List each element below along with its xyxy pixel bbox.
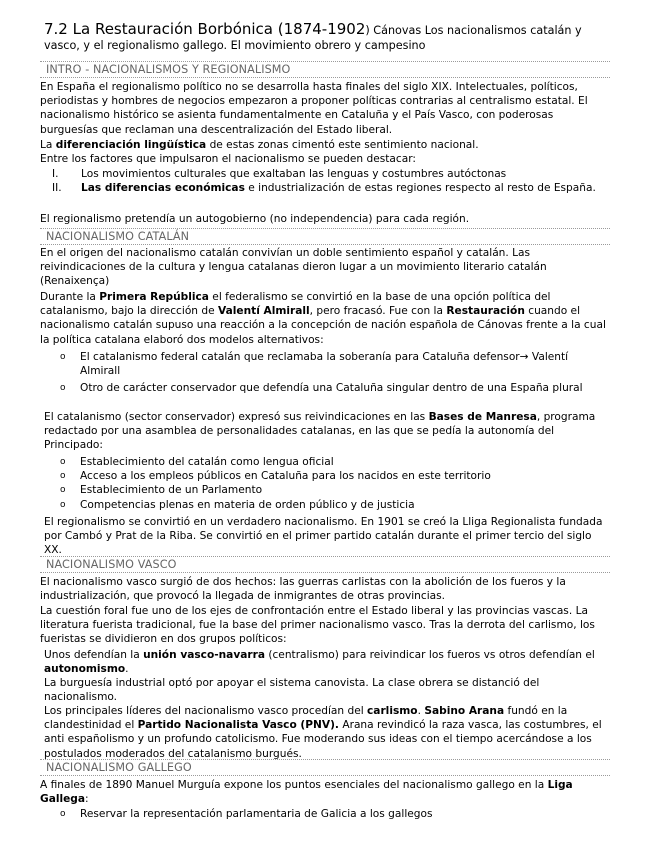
vasco-paragraph-1: El nacionalismo vasco surgió de dos hechos: las guerras carlistas con la abolición de los fueros y la industrialización, que provocó la llegada de inmigrantes de otras provincias.: [40, 576, 566, 603]
catalan-paragraph-3: El catalanismo (sector conservador) expresó sus reivindicaciones en las Bases de Manresa, programa redactado por una asamblea de personalidades catalanas, en las que se pedía la autonomía del Principado:: [44, 411, 596, 452]
section-heading-vasco: NACIONALISMO VASCO: [40, 558, 610, 573]
vasco-paragraph-3: Unos defendían la unión vasco-navarra (centralismo) para reivindicar los fueros vs otros defendían el autonomismo.: [44, 649, 595, 676]
gallego-list: [56, 807, 606, 821]
vasco-paragraph-2: La cuestión foral fue uno de los ejes de confrontación entre el Estado liberal y las provincias vascas. La literatura fuerista tradicional, fue la base del primer nacionalismo vasco. Tras la derrota del carlismo, los fueristas se dividieron en dos grupos políticos:: [40, 605, 595, 646]
title-main: 7.2 La Restauración Borbónica (1874-1902: [44, 20, 366, 38]
list-item: o El catalanismo federal catalán que reclamaba la soberanía para Cataluña defensor→ Valentí Almirall: [60, 351, 569, 378]
list-item: o Otro de carácter conservador que defendía una Cataluña singular dentro de una España plural: [60, 382, 583, 395]
section-heading-gallego: NACIONALISMO GALLEGO: [40, 761, 610, 776]
list-item: o Establecimiento de un Parlamento: [60, 484, 263, 497]
intro-paragraph-4: El regionalismo pretendía un autogobierno (no independencia) para cada región.: [40, 213, 470, 225]
section-heading-catalan: NACIONALISMO CATALÁN: [40, 230, 610, 245]
list-item: o Acceso a los empleos públicos en Cataluña para los nacidos en este territorio: [60, 470, 491, 483]
intro-paragraph-1: En España el regionalismo político no se desarrolla hasta finales del siglo XIX. Intelectuales, políticos, periodistas y hombres de negocios empezaron a proponer políticas contrarias al centralismo estatal. El nacionalismo histórico se asienta fundamentalmente en Cataluña y el País Vasco, con poderosas burguesías que reclaman una descentralización del Estado liberal.: [40, 81, 588, 136]
catalan-paragraph-4: El regionalismo se convirtió en un verdadero nacionalismo. En 1901 se creó la Lliga Regionalista fundada por Cambó y Prat de la Riba. Se convirtió en el primer partido catalán durante el primer tercio del siglo XX.: [44, 516, 603, 557]
catalan-models-list: [56, 350, 606, 396]
list-item: II. Las diferencias económicas e industrialización de estas regiones respecto al resto de España.: [52, 182, 596, 195]
catalan-paragraph-1: En el origen del nacionalismo catalán convivían un doble sentimiento español y catalán. Las reivindicaciones de la cultura y lengua catalanas dieron lugar a un movimiento literario catalán (Renaixença): [40, 247, 547, 288]
intro-paragraph-2: La diferenciación lingüística de estas zonas cimentó este sentimiento nacional.: [40, 139, 479, 151]
title-rest: ) Cánovas Los nacionalismos catalán y vasco, y el regionalismo gallego. El movimiento obrero y campesino: [44, 24, 582, 52]
vasco-paragraph-5: Los principales líderes del nacionalismo vasco procedían del carlismo. Sabino Arana fundó en la clandestinidad el Partido Nacionalista Vasco (PNV). Arana revindicó la raza vasca, las costumbres, el anti españolismo y un profundo catolicismo. Fue moderando sus ideas con el tiempo acercándose a los postulados moderados del catalanismo burgués.: [44, 705, 602, 760]
gallego-paragraph-1: A finales de 1890 Manuel Murguía expone los puntos esenciales del nacionalismo gallego en la Liga Gallega:: [40, 779, 573, 806]
vasco-paragraph-4: La burguesía industrial optó por apoyar el sistema canovista. La clase obrera se distanció del nacionalismo.: [44, 677, 540, 704]
list-item: o Establecimiento del catalán como lengua oficial: [60, 456, 334, 468]
intro-factor-list: [40, 167, 612, 195]
bases-manresa-list: [56, 455, 606, 512]
intro-paragraph-3: Entre los factores que impulsaron el nacionalismo se pueden destacar:: [40, 153, 416, 165]
list-item: o Reservar la representación parlamentaria de Galicia a los gallegos: [60, 808, 433, 820]
list-item: I. Los movimientos culturales que exaltaban las lenguas y costumbres autóctonas: [52, 168, 507, 180]
catalan-paragraph-2: Durante la Primera República el federalismo se convirtió en la base de una opción política del catalanismo, bajo la dirección de Valentí Almirall, pero fracasó. Fue con la Restauración cuando el nacionalismo catalán supuso una reacción a la concepción de nación española de Cánovas frente a la cual la política catalana elaboró dos modelos alternativos:: [40, 291, 606, 346]
list-item: o Competencias plenas en materia de orden público y de justicia: [60, 498, 415, 511]
page-title: [44, 22, 619, 53]
section-heading-intro: INTRO - NACIONALISMOS Y REGIONALISMO: [40, 63, 610, 78]
